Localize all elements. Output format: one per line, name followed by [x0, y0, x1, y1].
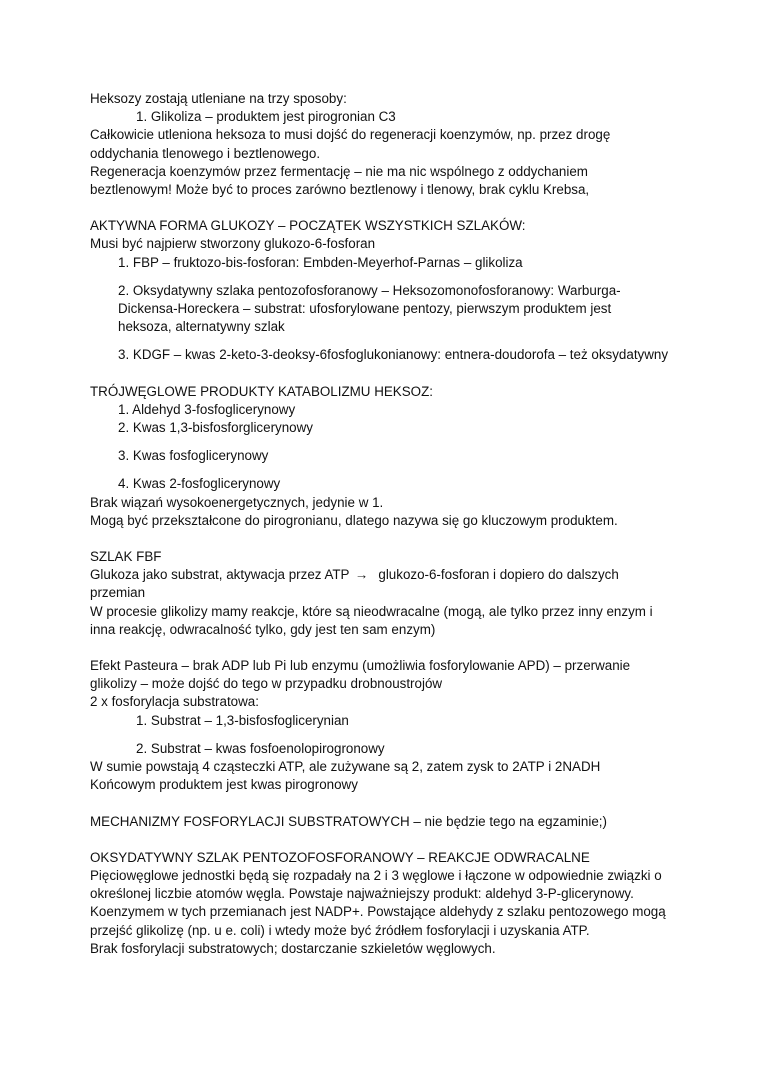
paragraph-line: Mogą być przekształcone do pirogronianu, dlatego nazywa się go kluczowym produktem.	[90, 512, 618, 528]
list-item: 3. KDGF – kwas 2-keto-3-deoksy-6fosfoglukonianowy: entnera-doudorofa – też oksydatywny	[118, 347, 669, 363]
section-heading-oxidative: OKSYDATYWNY SZLAK PENTOZOFOSFORANOWY – REAKCJE ODWRACALNE	[90, 849, 590, 865]
list-item: 4. Kwas 2-fosfoglicerynowy	[118, 476, 281, 492]
paragraph-line: Brak fosforylacji substratowych; dostarczanie szkieletów węglowych.	[90, 940, 496, 956]
spacer	[90, 272, 680, 282]
section-heading-mechanisms: MECHANIZMY FOSFORYLACJI SUBSTRATOWYCH – nie będzie tego na egzaminie;)	[90, 813, 607, 829]
intro-line: beztlenowym! Może być to proces zarówno beztlenowy i tlenowy, brak cyklu Krebsa,	[90, 182, 590, 198]
paragraph-line: Pięciowęglowe jednostki będą się rozpadały na 2 i 3 węglowe i łączone w odpowiednie związki o	[90, 867, 662, 883]
list-item: 2. Substrat – kwas fosfoenolopirogronowy	[136, 740, 385, 756]
spacer	[90, 437, 680, 447]
section-heading-fbf: SZLAK FBF	[90, 549, 162, 565]
paragraph-line: Brak wiązań wysokoenergetycznych, jedynie w 1.	[90, 494, 384, 510]
paragraph-line: W sumie powstają 4 cząsteczki ATP, ale zużywane są 2, zatem zysk to 2ATP i 2NADH	[90, 759, 601, 775]
spacer	[90, 730, 680, 740]
arrow-right-icon: →	[354, 567, 369, 583]
spacer	[90, 831, 680, 849]
paragraph-line: Musi być najpierw stworzony glukozo-6-fosforan	[90, 236, 376, 252]
list-item: 1. FBP – fruktozo-bis-fosforan: Embden-Meyerhof-Parnas – glikoliza	[118, 254, 523, 270]
list-item-continuation: heksoza, alternatywny szlak	[118, 319, 285, 335]
intro-list-item: 1. Glikoliza – produktem jest pirogronian C3	[136, 109, 396, 125]
list-item: 1. Aldehyd 3-fosfoglicerynowy	[118, 401, 296, 417]
intro-line: Regeneracja koenzymów przez fermentację – nie ma nic wspólnego z oddychaniem	[90, 163, 588, 179]
paragraph-line: inna reakcję, odwracalność tylko, gdy jest ten sam enzym)	[90, 621, 436, 637]
paragraph-line: przemian	[90, 585, 146, 601]
section-heading-active-form: AKTYWNA FORMA GLUKOZY – POCZĄTEK WSZYSTKICH SZLAKÓW:	[90, 218, 526, 234]
spacer	[90, 465, 680, 475]
section-heading-trioses: TRÓJWĘGLOWE PRODUKTY KATABOLIZMU HEKSOZ:	[90, 383, 433, 399]
paragraph-line: Efekt Pasteura – brak ADP lub Pi lub enzymu (umożliwia fosforylowanie APD) – przerwanie	[90, 658, 631, 674]
spacer	[90, 336, 680, 346]
paragraph-line: glikolizy – może dojść do tego w przypadku drobnoustrojów	[90, 676, 443, 692]
spacer	[90, 530, 680, 548]
paragraph-line: W procesie glikolizy mamy reakcje, które są nieodwracalne (mogą, ale tylko przez inny enzym i	[90, 603, 653, 619]
document-body	[90, 90, 680, 958]
list-item: 1. Substrat – 1,3-bisfosfoglicerynian	[136, 712, 349, 728]
intro-line: Heksozy zostają utleniane na trzy sposoby:	[90, 91, 347, 106]
list-item-continuation: Dickensa-Horeckera – substrat: ufosforylowane pentozy, pierwszym produktem jest	[118, 301, 612, 317]
intro-line: Całkowicie utleniona heksoza to musi dojść do regeneracji koenzymów, np. przez drogę	[90, 127, 611, 143]
list-item: 2. Kwas 1,3-bisfosforglicerynowy	[118, 420, 313, 436]
paragraph-line	[90, 566, 680, 584]
spacer	[90, 795, 680, 813]
spacer	[90, 365, 680, 383]
paragraph-line: Końcowym produktem jest kwas pirogronowy	[90, 777, 358, 793]
spacer	[90, 639, 680, 657]
intro-line: oddychania tlenowego i beztlenowego.	[90, 145, 321, 161]
paragraph-line: przejść glikolizę (np. u e. coli) i wtedy może być źródłem fosforylacji i uzyskania ATP.	[90, 922, 590, 938]
fbf-text-b: glukozo-6-fosforan i dopiero do dalszych	[378, 567, 619, 583]
fbf-text-a: Glukoza jako substrat, aktywacja przez ATP	[90, 567, 350, 583]
list-item: 2. Oksydatywny szlaka pentozofosforanowy – Heksozomonofosforanowy: Warburga-	[118, 282, 621, 298]
list-item: 3. Kwas fosfoglicerynowy	[118, 448, 269, 464]
paragraph-line: 2 x fosforylacja substratowa:	[90, 694, 259, 710]
paragraph-line: określonej liczbie atomów węgla. Powstaje najważniejszy produkt: aldehyd 3-P-glicerynowy.	[90, 886, 634, 902]
spacer	[90, 199, 680, 217]
paragraph-line: Koenzymem w tych przemianach jest NADP+. Powstające aldehydy z szlaku pentozowego mogą	[90, 904, 666, 920]
